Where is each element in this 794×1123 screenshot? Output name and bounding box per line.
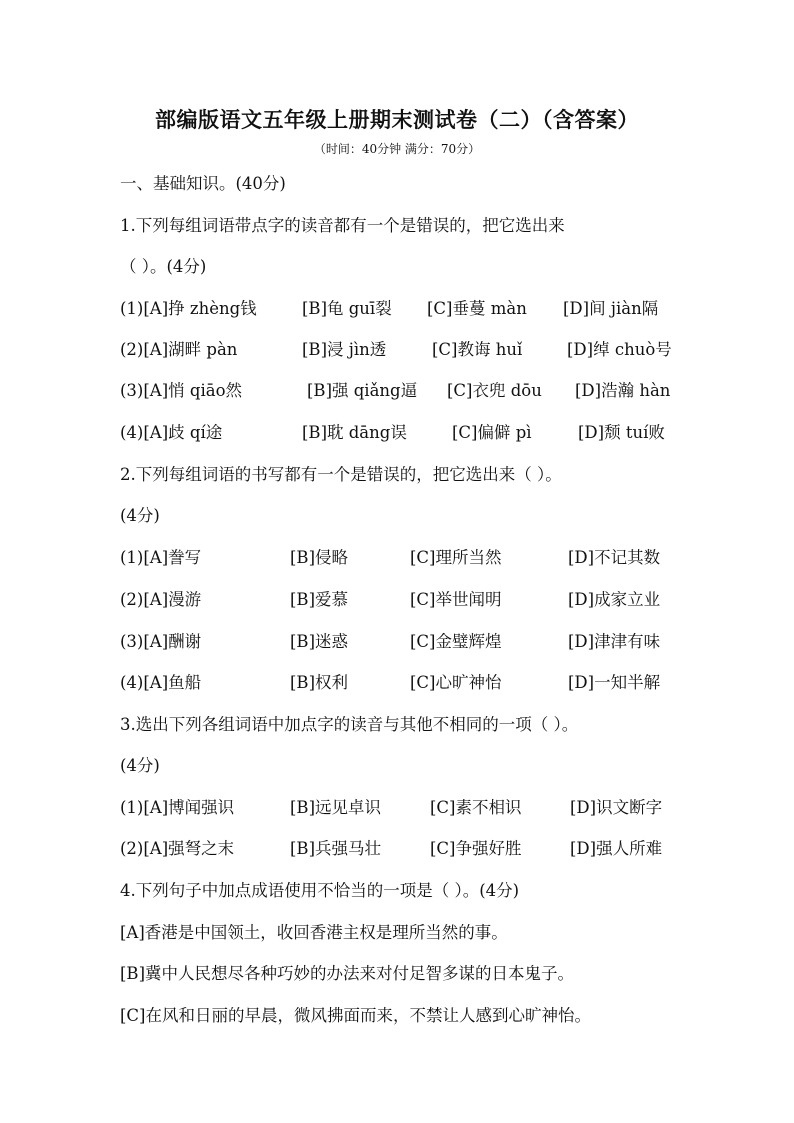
option-d: [D]绰 chuò号 [567,340,672,359]
q4-option-a: [A]香港是中国领土，收回香港主权是理所当然的事。 [120,923,508,942]
option-c: [C]心旷神怡 [410,673,502,692]
option-d: [D]成家立业 [568,590,661,609]
option-b: [B]强 qiǎng逼 [307,381,418,400]
option-d: [D]识文断字 [570,798,663,817]
section-heading: 一、基础知识。(40分) [120,174,286,193]
q2-row-2 [120,586,680,610]
q3-row-1 [120,794,680,818]
option-c: [C]衣兜 dōu [447,381,542,400]
option-d: [D]浩瀚 hàn [575,381,671,400]
option-a: (2)[A]漫游 [120,590,202,609]
q3-row-2 [120,835,680,859]
option-a: (3)[A]悄 qiāo然 [120,381,243,400]
option-b: [B]耽 dāng误 [302,423,407,442]
option-a: (4)[A]歧 qí途 [120,423,223,442]
question-1-blank: （ ）。(4分) [120,257,207,276]
option-c: [C]举世闻明 [410,590,502,609]
option-b: [B]兵强马壮 [290,839,381,858]
option-c: [C]争强好胜 [430,839,522,858]
q1-row-3 [120,377,680,401]
page-title: 部编版语文五年级上册期末测试卷（二）（含答案） [155,107,639,132]
option-b: [B]远见卓识 [290,798,381,817]
option-a: (1)[A]挣 zhèng钱 [120,299,257,318]
option-a: (3)[A]酬谢 [120,632,202,651]
option-c: [C]偏僻 pì [452,423,532,442]
option-b: [B]迷惑 [290,632,348,651]
option-a: (1)[A]誊写 [120,548,202,567]
question-3-stem: 3.选出下列各组词语中加点字的读音与其他不相同的一项（ ）。 [120,715,579,734]
q1-row-4 [120,419,680,443]
question-1-stem: 1.下列每组词语带点字的读音都有一个是错误的，把它选出来 [120,216,565,235]
question-4-stem: 4.下列句子中加点成语使用不恰当的一项是（ ）。(4分) [120,881,520,900]
option-d: [D]强人所难 [570,839,663,858]
exam-info: （时间：40分钟 满分：70分） [313,142,481,156]
question-2-stem: 2.下列每组词语的书写都有一个是错误的，把它选出来（ ）。 [120,465,562,484]
option-a: (1)[A]博闻强识 [120,798,235,817]
option-c: [C]理所当然 [410,548,502,567]
option-b: [B]权利 [290,673,348,692]
option-b: [B]龟 guī裂 [302,299,392,318]
option-c: [C]垂蔓 màn [427,299,527,318]
question-2-score: (4分) [120,506,160,525]
option-c: [C]素不相识 [430,798,522,817]
q2-row-1 [120,544,680,568]
option-d: [D]颓 tuí败 [578,423,665,442]
option-a: (2)[A]强弩之末 [120,839,235,858]
q1-row-2 [120,336,680,360]
q1-row-1 [120,295,680,319]
q4-option-c: [C]在风和日丽的早晨，微风拂面而来，不禁让人感到心旷神怡。 [120,1006,591,1025]
option-c: [C]教诲 huǐ [432,340,523,359]
option-d: [D]津津有味 [568,632,661,651]
option-c: [C]金璧辉煌 [410,632,502,651]
option-b: [B]侵略 [290,548,348,567]
option-d: [D]间 jiàn隔 [563,299,659,318]
option-d: [D]一知半解 [568,673,661,692]
option-a: (4)[A]鱼船 [120,673,202,692]
question-3-score: (4分) [120,756,160,775]
q2-row-4 [120,669,680,693]
option-d: [D]不记其数 [568,548,661,567]
option-b: [B]爱慕 [290,590,348,609]
option-b: [B]浸 jìn透 [302,340,387,359]
q2-row-3 [120,628,680,652]
q4-option-b: [B]冀中人民想尽各种巧妙的办法来对付足智多谋的日本鬼子。 [120,964,574,983]
option-a: (2)[A]湖畔 pàn [120,340,238,359]
